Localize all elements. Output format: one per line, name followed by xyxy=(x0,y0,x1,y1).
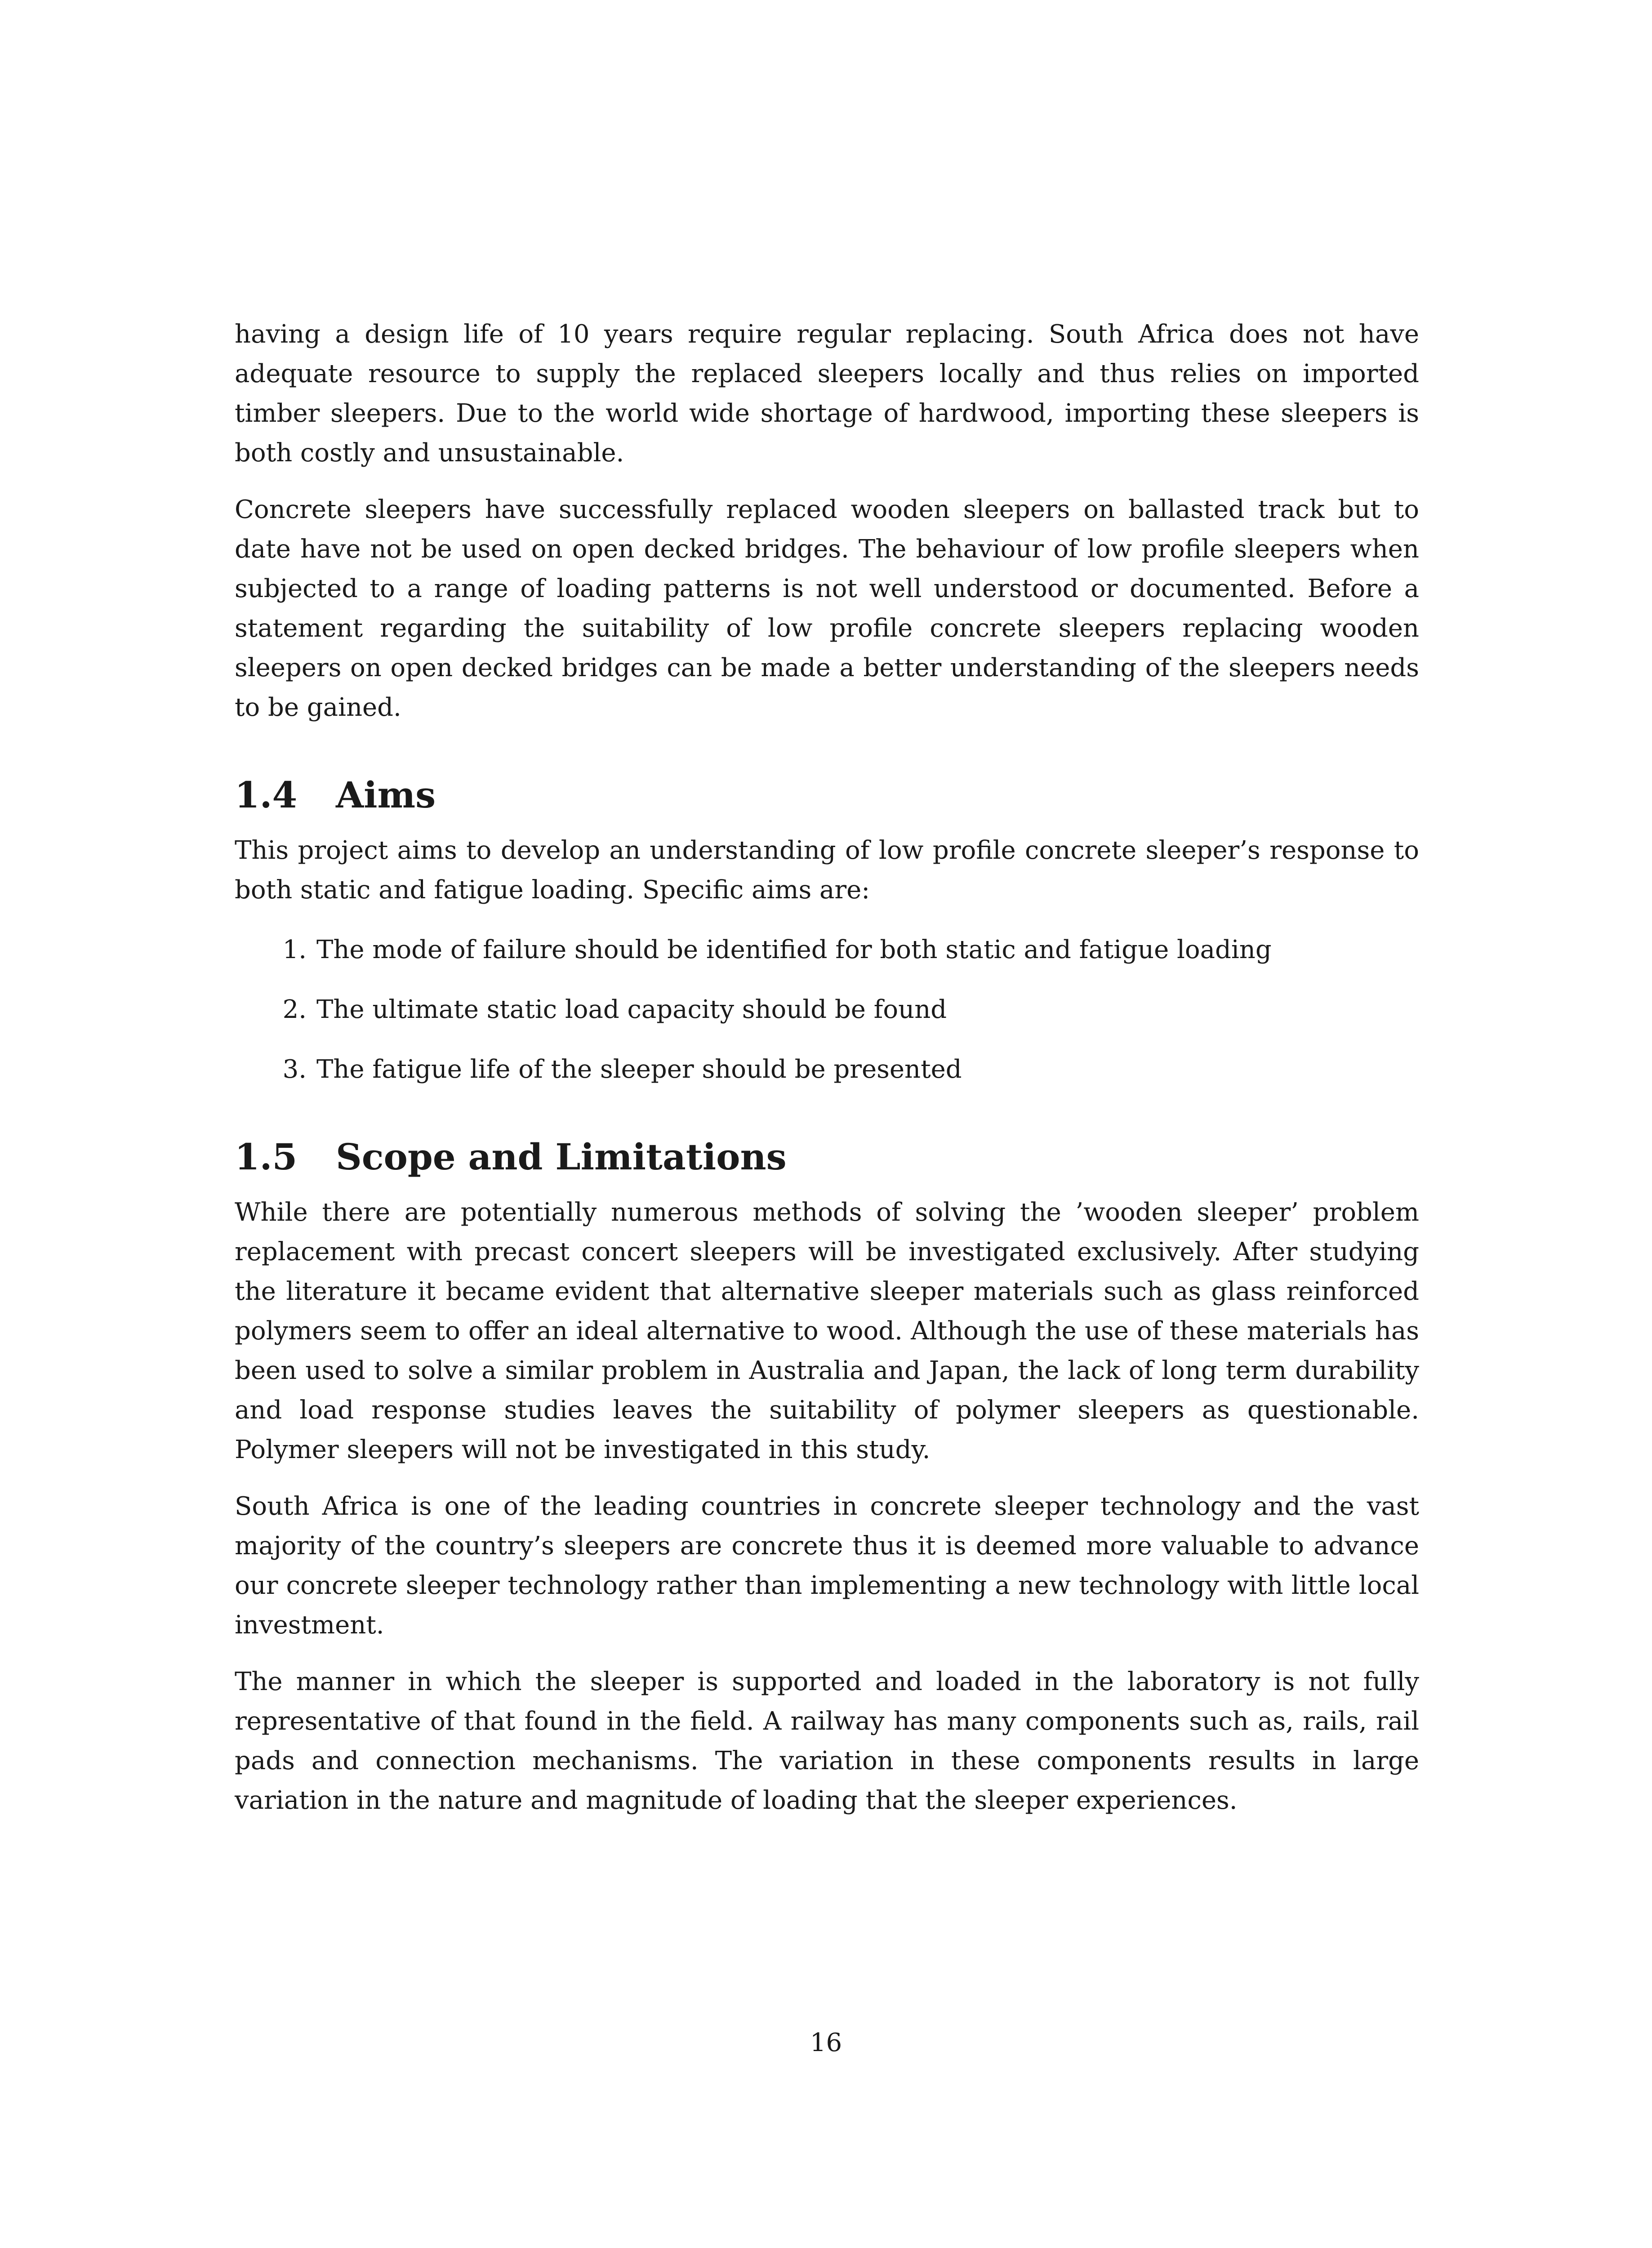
list-item-text: The fatigue life of the sleeper should be presented xyxy=(316,1055,962,1084)
intro-paragraph-1: having a design life of 10 years require regular replacing. South Africa does not have adequate resource to supply the replaced sleepers locally and thus relies on imported timber sleepers. Due to the world wide shortage of hardwood, importing these sleepers is both costly and unsustainable. xyxy=(235,320,1419,468)
section-title: Scope and Limitations xyxy=(336,1136,787,1178)
list-item xyxy=(235,990,1419,1030)
intro-paragraph-2: Concrete sleepers have successfully replaced wooden sleepers on ballasted track but to date have not be used on open decked bridges. The behaviour of low profile sleepers when subjected to a range of loading patterns is not well understood or documented. Before a statement regarding the suitability of low profile concrete sleepers replacing wooden sleepers on open decked bridges can be made a better understanding of the sleepers needs to be gained. xyxy=(235,495,1419,722)
list-item-index: 2. xyxy=(282,995,307,1024)
section-number: 1.4 xyxy=(235,774,298,816)
list-item-index: 1. xyxy=(282,935,307,964)
list-item-index: 3. xyxy=(282,1055,307,1084)
body-text xyxy=(235,315,1419,1838)
list-item xyxy=(235,930,1419,970)
scope-paragraph-2: South Africa is one of the leading countries in concrete sleeper technology and the vast majority of the country’s sleepers are concrete thus it is deemed more valuable to advance our concrete sleeper technology rather than implementing a new technology with little local investment. xyxy=(235,1492,1419,1640)
section-heading-aims xyxy=(235,772,1419,817)
list-item-text: The mode of failure should be identified for both static and fatigue loading xyxy=(316,935,1272,964)
aims-list xyxy=(235,930,1419,1089)
aims-intro-paragraph: This project aims to develop an understanding of low profile concrete sleeper’s response to both static and fatigue loading. Specific aims are: xyxy=(235,836,1419,905)
section-heading-scope xyxy=(235,1134,1419,1179)
page-number: 16 xyxy=(810,2028,842,2057)
list-item-text: The ultimate static load capacity should be found xyxy=(316,995,947,1024)
section-number: 1.5 xyxy=(235,1136,298,1178)
list-item xyxy=(235,1050,1419,1089)
scope-paragraph-1: While there are potentially numerous methods of solving the ’wooden sleeper’ problem replacement with precast concert sleepers will be investigated exclusively. After studying the literature it became evident that alternative sleeper materials such as glass reinforced polymers seem to offer an ideal alternative to wood. Although the use of these materials has been used to solve a similar problem in Australia and Japan, the lack of long term durability and load response studies leaves the suitability of polymer sleepers as questionable. Polymer sleepers will not be investigated in this study. xyxy=(235,1198,1419,1464)
scope-paragraph-3: The manner in which the sleeper is supported and loaded in the laboratory is not fully representative of that found in the field. A railway has many components such as, rails, rail pads and connection mechanisms. The variation in these components results in large variation in the nature and magnitude of loading that the sleeper experiences. xyxy=(235,1667,1419,1815)
section-title: Aims xyxy=(336,774,436,816)
